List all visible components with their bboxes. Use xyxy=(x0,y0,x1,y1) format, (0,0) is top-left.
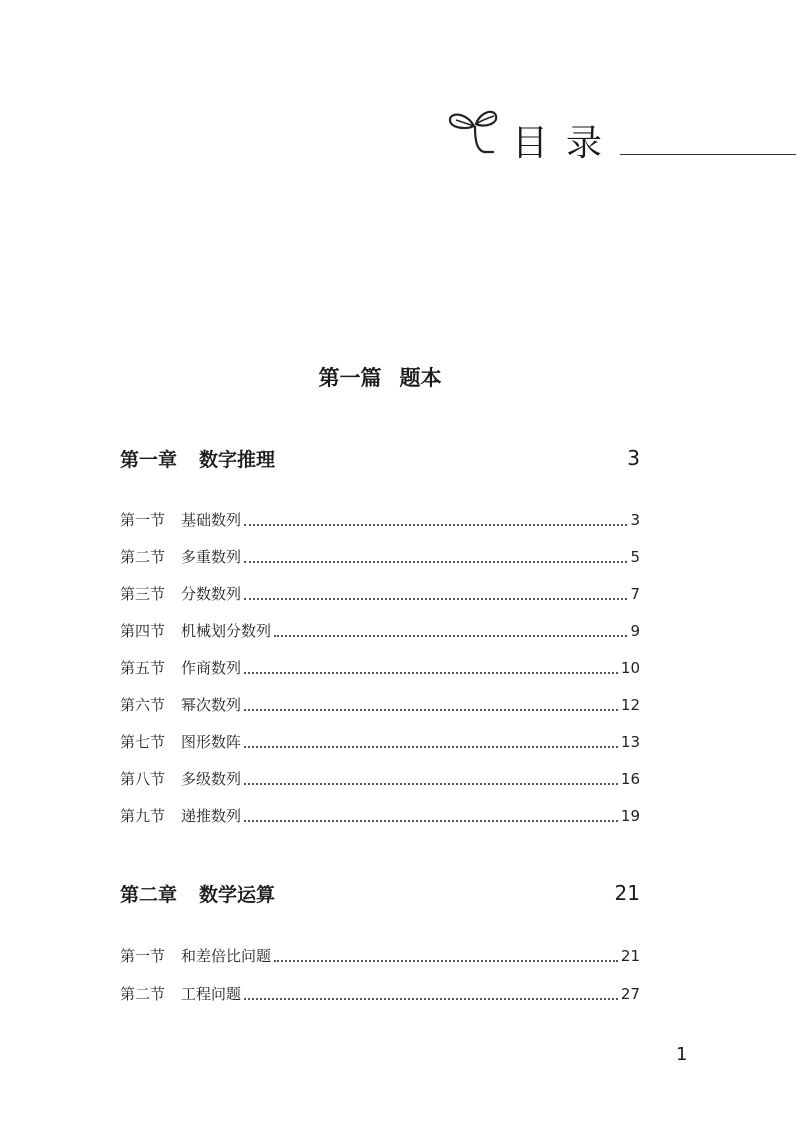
section-number: 第四节 xyxy=(120,622,166,640)
toc-entry[interactable] xyxy=(120,583,640,605)
section-title: 和差倍比问题 xyxy=(181,947,272,965)
dot-leader xyxy=(244,819,618,822)
dot-leader xyxy=(244,745,618,748)
section-title: 作商数列 xyxy=(181,659,242,677)
chapter-title: 数字推理 xyxy=(199,448,276,471)
section-title: 分数数列 xyxy=(181,585,242,603)
section-title: 机械划分数列 xyxy=(181,622,272,640)
dot-leader xyxy=(244,782,618,785)
page-number: 1 xyxy=(676,1044,688,1065)
dot-leader xyxy=(244,597,627,600)
part-name: 题本 xyxy=(399,365,442,390)
section-page: 21 xyxy=(620,947,640,965)
sprout-icon xyxy=(444,104,512,164)
toc-entry[interactable] xyxy=(120,983,640,1005)
section-title: 递推数列 xyxy=(181,807,242,825)
dot-leader xyxy=(244,523,627,526)
section-page: 5 xyxy=(630,548,640,566)
section-number: 第二节 xyxy=(120,548,166,566)
chapter-page: 3 xyxy=(627,446,640,470)
chapter-heading[interactable] xyxy=(120,879,640,907)
section-page: 27 xyxy=(620,985,640,1003)
toc-entry[interactable] xyxy=(120,546,640,568)
toc-entry[interactable] xyxy=(120,805,640,827)
dot-leader xyxy=(244,997,618,1000)
dot-leader xyxy=(274,634,627,637)
title-rule xyxy=(620,154,796,155)
section-page: 16 xyxy=(620,770,640,788)
toc-entry[interactable] xyxy=(120,731,640,753)
part-label: 第一篇 xyxy=(318,365,382,390)
toc-entry[interactable] xyxy=(120,694,640,716)
toc-title: 目录 xyxy=(512,123,621,164)
section-page: 3 xyxy=(630,511,640,529)
dot-leader xyxy=(244,671,618,674)
toc-entry[interactable] xyxy=(120,620,640,642)
section-title: 多级数列 xyxy=(181,770,242,788)
section-page: 7 xyxy=(630,585,640,603)
chapter-page: 21 xyxy=(614,881,640,905)
section-title: 基础数列 xyxy=(181,511,242,529)
section-title: 多重数列 xyxy=(181,548,242,566)
toc-header xyxy=(444,104,800,176)
chapter-number: 第二章 xyxy=(120,883,178,906)
section-number: 第八节 xyxy=(120,770,166,788)
section-number: 第九节 xyxy=(120,807,166,825)
chapter-heading[interactable] xyxy=(120,444,640,472)
chapter-number: 第一章 xyxy=(120,448,178,471)
section-page: 9 xyxy=(630,622,640,640)
dot-leader xyxy=(244,708,618,711)
part-title xyxy=(0,362,760,392)
section-page: 10 xyxy=(620,659,640,677)
dot-leader xyxy=(244,560,627,563)
toc-entry[interactable] xyxy=(120,509,640,531)
dot-leader xyxy=(274,959,618,962)
chapter-title: 数学运算 xyxy=(199,883,276,906)
section-title: 工程问题 xyxy=(181,985,242,1003)
section-number: 第一节 xyxy=(120,947,166,965)
section-page: 19 xyxy=(620,807,640,825)
section-number: 第一节 xyxy=(120,511,166,529)
toc-entry[interactable] xyxy=(120,768,640,790)
section-page: 12 xyxy=(620,696,640,714)
toc-entry[interactable] xyxy=(120,945,640,967)
section-number: 第五节 xyxy=(120,659,166,677)
section-number: 第七节 xyxy=(120,733,166,751)
section-title: 图形数阵 xyxy=(181,733,242,751)
section-number: 第二节 xyxy=(120,985,166,1003)
toc-entry[interactable] xyxy=(120,657,640,679)
section-page: 13 xyxy=(620,733,640,751)
section-number: 第三节 xyxy=(120,585,166,603)
section-title: 幂次数列 xyxy=(181,696,242,714)
section-number: 第六节 xyxy=(120,696,166,714)
